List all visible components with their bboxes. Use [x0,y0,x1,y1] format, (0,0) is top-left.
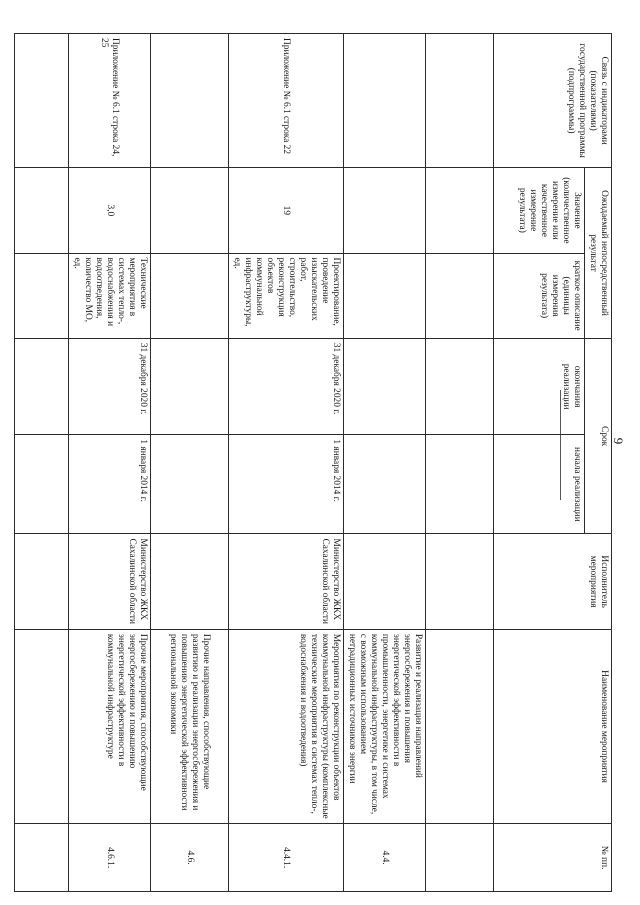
row-executor [426,534,494,629]
row-executor [344,534,426,629]
row-start: 1 января 2014 г. [229,435,344,534]
page-number: 9 [611,437,626,445]
row-end [426,338,494,435]
row-description: Проектирование, проведение изыскательских работ, строительство, реконструкция объектов коммунальной инфраструктуры, ед. [229,253,344,338]
header-row-1 [585,34,612,892]
table-row [426,34,494,892]
row-value [344,168,426,253]
row-start [344,435,426,534]
row-number: 4.4.1. [229,824,344,892]
row-end: 31 декабря 2020 г. [229,338,344,435]
header-number: № пп. [599,845,609,870]
header-expected-result: Ожидаемый непосредственный результат [588,190,609,316]
header-expected-result-cell [585,168,612,339]
row-end [151,338,229,435]
table-row [69,34,151,892]
row-executor [15,534,69,629]
row-link: Приложение № 6.1 строка 24, 25 [69,34,151,168]
row-end: 31 декабря 2020 г. [69,338,151,435]
header-name-cell [494,629,612,823]
header-number-cell [494,824,612,892]
header-term-end-cell [494,338,585,435]
header-result-description-cell [494,253,585,338]
table-row [15,34,69,892]
header-link-cell [494,34,612,168]
measures-table-frame [72,33,612,892]
row-value: 3,0 [69,168,151,253]
row-start [151,435,229,534]
header-executor-cell [494,534,612,629]
header-term-cell [585,338,612,534]
table-row [344,34,426,892]
row-name: Прочие мероприятия, способствующие энергосбережению и повышению энергетической эффективности в коммунальной инфраструктуре [69,629,151,823]
row-value [426,168,494,253]
header-link: Связь с индикаторами (показателями) государственной программы (подпрограммы) [566,43,609,158]
row-link [426,34,494,168]
row-link [15,34,69,168]
header-result-value: Значение (количественное измерение или качественное измерение результата) [517,177,582,244]
row-number: 4.6.1. [69,824,151,892]
row-value [151,168,229,253]
row-name: Мероприятия по реконструкции объектов коммунальной инфраструктуры (комплексные технические мероприятия в системах тепло-, водоснабжения и водоотведения) [229,629,344,823]
header-result-value-cell [494,168,585,253]
measures-table [14,33,612,892]
table-row [151,34,229,892]
row-number: 4.4. [344,824,426,892]
row-link [151,34,229,168]
row-description [344,253,426,338]
row-value: 19 [229,168,344,253]
row-start [426,435,494,534]
row-name [426,629,494,823]
row-number: 4.6. [151,824,229,892]
row-number [15,824,69,892]
row-value [15,168,69,253]
row-executor: Министерство ЖКХ Сахалинской области [229,534,344,629]
row-link [344,34,426,168]
header-term-start-cell [494,435,585,534]
row-executor: Министерство ЖКХ Сахалинской области [69,534,151,629]
row-end [344,338,426,435]
row-description: Технические мероприятия в системах тепло-, водоснабжения и водоотведения, количество МО, ед. [69,253,151,338]
header-executor: Исполнитель мероприятия [588,555,609,608]
row-number [426,824,494,892]
row-end [15,338,69,435]
row-start [15,435,69,534]
table-row [229,34,344,892]
header-term: Срок [599,426,609,447]
row-name: Прочие направления, способствующие развитию и реализации энергосбережения и повышению энергетической эффективности региональной экономики [151,629,229,823]
row-executor [151,534,229,629]
header-name: Наименование мероприятия [599,670,609,783]
header-result-description: краткое описание (единицы измерения результата) [539,260,582,331]
row-description [151,253,229,338]
header-term-end: окончания реализации [561,363,582,410]
row-name: Развитие и реализация направлений энергосбережения и повышения энергетической эффективности в промышленности, энергетике и системах коммунальной инфраструктуры, в том числе, с возможным использованием нетрадиционных источников энергии [344,629,426,823]
row-start: 1 января 2014 г. [69,435,151,534]
row-link: Приложение № 6.1 строка 22 [229,34,344,168]
row-name [15,629,69,823]
header-term-start: начала реализации [572,447,582,522]
row-description [15,253,69,338]
measures-table-rotated [72,33,612,892]
row-description [426,253,494,338]
